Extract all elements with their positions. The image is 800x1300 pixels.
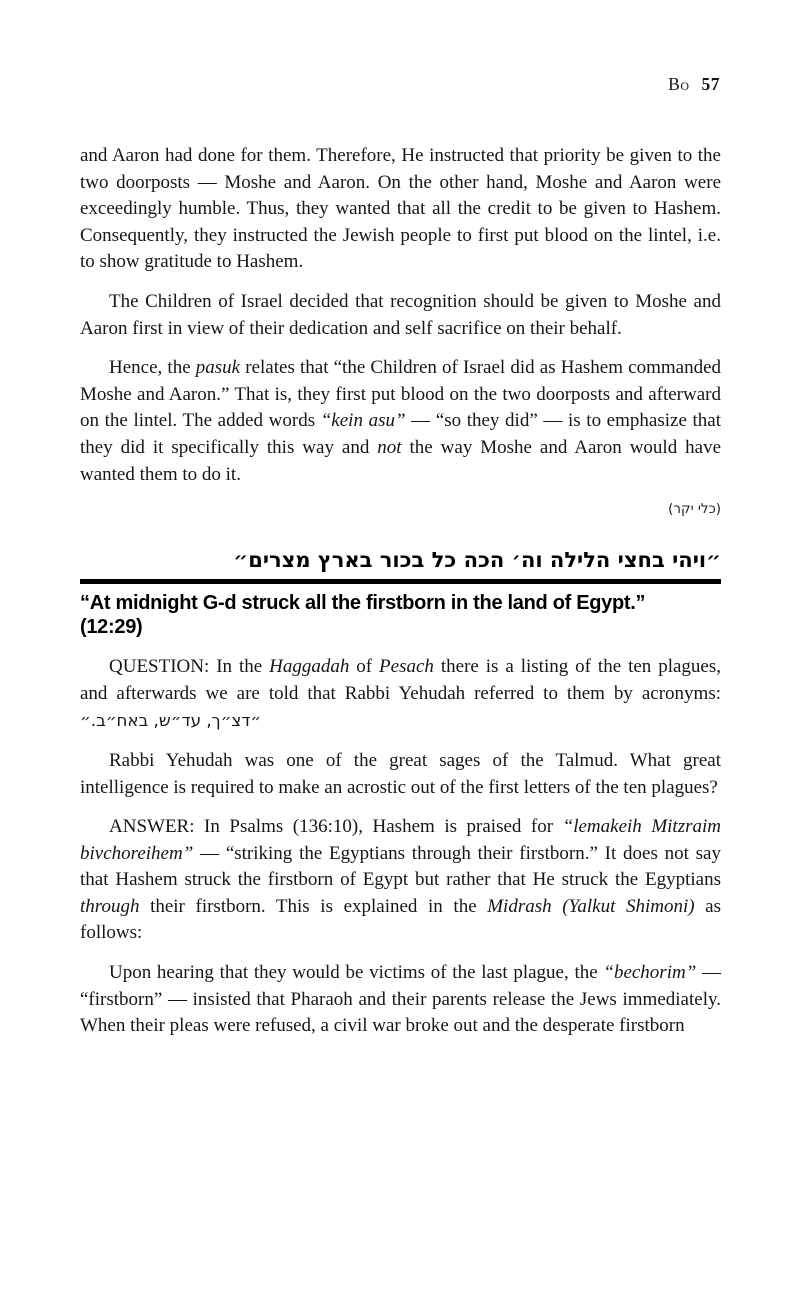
source-citation: (כלי יקר) [668,501,721,518]
paragraph: The Children of Israel decided that recognition should be given to Moshe and Aaron first in view of their dedication and self sacrifice on their behalf. [80,290,721,339]
paragraph: Hence, the pasuk relates that “the Children of Israel did as Hashem commanded Moshe and Aaron.” That is, they first put blood on the two doorposts and afterward on the lintel. The added words “kein asu” — “so they did” — is to emphasize that they did it specifically this way and not the way Moshe and Aaron would have wanted them to do it. [80,357,722,485]
section-heading [80,548,721,639]
question-paragraph: QUESTION: In the Haggadah of Pesach there is a listing of the ten plagues, and afterwards we are told that Rabbi Yehudah referred to them by acronyms: ״דצ״ך, עד״ש, באח״ב.״ [80,656,722,731]
parsha-name: Bo [668,74,690,94]
verse-reference: (12:29) [80,615,143,638]
answer-paragraph: ANSWER: In Psalms (136:10), Hashem is praised for “lemakeih Mitzraim bivchoreihem” — “striking the Egyptians through their firstborn.” It does not say that Hashem struck the firstborn of Egypt but rather that He struck the Egyptians through their firstborn. This is explained in the Midrash (Yalkut Shimoni) as follows: [80,816,722,944]
question-answer-block [80,654,721,1040]
paragraph: Upon hearing that they would be victims of the last plague, the “bechorim” — “firstborn” — insisted that Pharaoh and their parents release the Jews immediately. When their pleas were refused, a civil war broke out and the desperate firstborn [80,962,721,1037]
hebrew-verse-title: ״ויהי בחצי הלילה וה׳ הכה כל בכור בארץ מצרים״ [233,548,721,573]
paragraph: and Aaron had done for them. Therefore, He instructed that priority be given to the two doorposts — Moshe and Aaron. On the other hand, Moshe and Aaron were exceedingly humble. Thus, they wanted that all the credit to be given to Hashem. Consequently, they instructed the Jewish people to first put blood on the lintel, i.e. to show gratitude to Hashem. [80,145,721,273]
page-content [80,143,721,1053]
page-number: 57 [701,74,720,94]
paragraph: Rabbi Yehudah was one of the great sages of the Talmud. What great intelligence is required to make an acrostic out of the first letters of the ten plagues? [80,749,721,798]
english-verse-title: “At midnight G-d struck all the firstborn in the land of Egypt.” [80,592,646,615]
running-head [668,74,720,95]
heading-divider-rule [80,579,721,584]
